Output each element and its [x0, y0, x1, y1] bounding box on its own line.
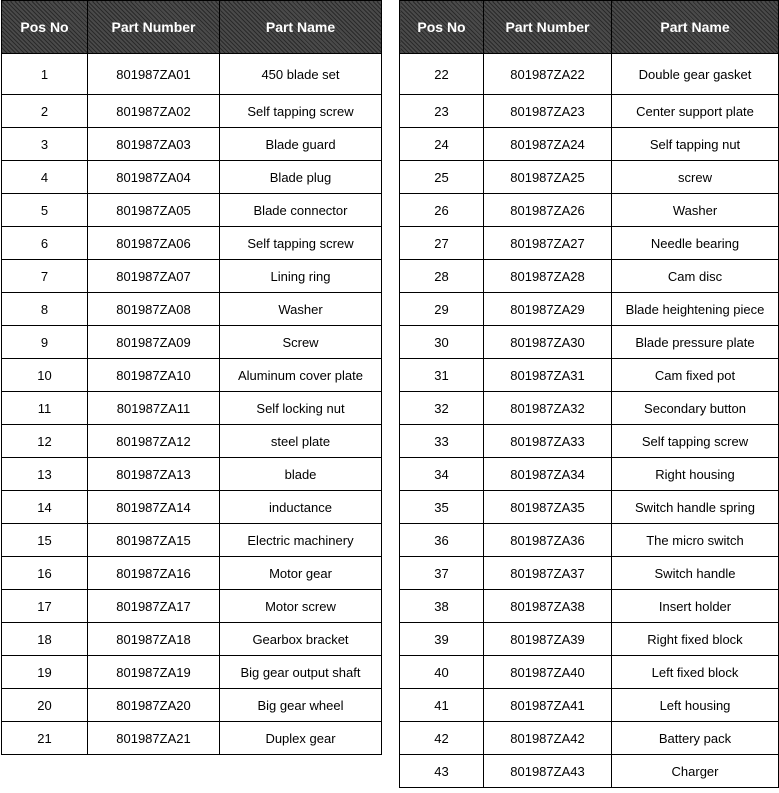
cell-part-name: Motor screw	[220, 590, 382, 623]
cell-part-number: 801987ZA12	[88, 425, 220, 458]
cell-part-number: 801987ZA20	[88, 689, 220, 722]
header-row	[2, 1, 382, 54]
cell-part-name: Right fixed block	[612, 623, 779, 656]
table-row	[2, 689, 382, 722]
cell-part-name: Left fixed block	[612, 656, 779, 689]
cell-part-name: Cam fixed pot	[612, 359, 779, 392]
cell-part-name: Switch handle spring	[612, 491, 779, 524]
cell-pos-no: 21	[2, 722, 88, 755]
cell-part-number: 801987ZA15	[88, 524, 220, 557]
cell-part-name: inductance	[220, 491, 382, 524]
cell-part-name: Secondary button	[612, 392, 779, 425]
table-row	[400, 359, 779, 392]
table-row	[2, 326, 382, 359]
table-row	[400, 194, 779, 227]
cell-part-name: Blade heightening piece	[612, 293, 779, 326]
cell-part-number: 801987ZA42	[484, 722, 612, 755]
cell-part-name: Screw	[220, 326, 382, 359]
cell-part-number: 801987ZA07	[88, 260, 220, 293]
cell-pos-no: 42	[400, 722, 484, 755]
cell-pos-no: 34	[400, 458, 484, 491]
cell-part-number: 801987ZA28	[484, 260, 612, 293]
cell-pos-no: 2	[2, 95, 88, 128]
cell-part-name: Gearbox bracket	[220, 623, 382, 656]
cell-pos-no: 20	[2, 689, 88, 722]
cell-part-number: 801987ZA21	[88, 722, 220, 755]
cell-part-name: Needle bearing	[612, 227, 779, 260]
table-row	[2, 656, 382, 689]
cell-part-name: Self tapping screw	[220, 95, 382, 128]
table-row	[400, 95, 779, 128]
cell-pos-no: 19	[2, 656, 88, 689]
cell-pos-no: 37	[400, 557, 484, 590]
cell-pos-no: 8	[2, 293, 88, 326]
cell-part-number: 801987ZA25	[484, 161, 612, 194]
cell-part-name: Lining ring	[220, 260, 382, 293]
cell-part-name: Washer	[220, 293, 382, 326]
table-row	[2, 392, 382, 425]
cell-part-number: 801987ZA26	[484, 194, 612, 227]
cell-part-number: 801987ZA02	[88, 95, 220, 128]
table-row	[2, 161, 382, 194]
cell-part-name: steel plate	[220, 425, 382, 458]
cell-part-name: screw	[612, 161, 779, 194]
cell-part-name: Blade pressure plate	[612, 326, 779, 359]
cell-pos-no: 31	[400, 359, 484, 392]
table-row	[2, 491, 382, 524]
table-row	[400, 227, 779, 260]
cell-pos-no: 16	[2, 557, 88, 590]
cell-part-number: 801987ZA29	[484, 293, 612, 326]
cell-pos-no: 39	[400, 623, 484, 656]
cell-part-number: 801987ZA37	[484, 557, 612, 590]
table-row	[2, 458, 382, 491]
cell-part-number: 801987ZA03	[88, 128, 220, 161]
cell-part-number: 801987ZA05	[88, 194, 220, 227]
cell-pos-no: 28	[400, 260, 484, 293]
table-row	[2, 227, 382, 260]
table-row	[400, 557, 779, 590]
cell-pos-no: 22	[400, 54, 484, 95]
parts-table-right	[399, 0, 779, 788]
cell-part-number: 801987ZA33	[484, 425, 612, 458]
cell-pos-no: 12	[2, 425, 88, 458]
cell-part-number: 801987ZA13	[88, 458, 220, 491]
cell-pos-no: 40	[400, 656, 484, 689]
cell-pos-no: 18	[2, 623, 88, 656]
table-row	[2, 95, 382, 128]
table-row	[2, 722, 382, 755]
cell-part-number: 801987ZA19	[88, 656, 220, 689]
cell-part-number: 801987ZA35	[484, 491, 612, 524]
table-row	[400, 128, 779, 161]
table-row	[2, 128, 382, 161]
cell-pos-no: 30	[400, 326, 484, 359]
table-row	[400, 458, 779, 491]
cell-part-number: 801987ZA41	[484, 689, 612, 722]
cell-pos-no: 23	[400, 95, 484, 128]
parts-table-left	[1, 0, 382, 755]
table-row	[2, 623, 382, 656]
cell-part-number: 801987ZA43	[484, 755, 612, 788]
table-row	[2, 260, 382, 293]
cell-pos-no: 43	[400, 755, 484, 788]
table-row	[400, 392, 779, 425]
cell-pos-no: 29	[400, 293, 484, 326]
cell-part-number: 801987ZA24	[484, 128, 612, 161]
table-row	[2, 557, 382, 590]
parts-table-left-body	[2, 54, 382, 755]
cell-part-name: Blade plug	[220, 161, 382, 194]
cell-part-name: Blade connector	[220, 194, 382, 227]
cell-pos-no: 11	[2, 392, 88, 425]
cell-pos-no: 17	[2, 590, 88, 623]
parts-table-right-body	[400, 54, 779, 788]
header-pos-no: Pos No	[400, 1, 484, 54]
cell-pos-no: 3	[2, 128, 88, 161]
cell-part-name: Left housing	[612, 689, 779, 722]
cell-part-number: 801987ZA39	[484, 623, 612, 656]
cell-part-number: 801987ZA27	[484, 227, 612, 260]
table-row	[400, 656, 779, 689]
cell-pos-no: 1	[2, 54, 88, 95]
cell-part-number: 801987ZA36	[484, 524, 612, 557]
cell-pos-no: 33	[400, 425, 484, 458]
cell-part-name: Self locking nut	[220, 392, 382, 425]
header-part-name: Part Name	[612, 1, 779, 54]
cell-part-name: Washer	[612, 194, 779, 227]
cell-part-name: Big gear output shaft	[220, 656, 382, 689]
cell-part-number: 801987ZA31	[484, 359, 612, 392]
cell-pos-no: 5	[2, 194, 88, 227]
table-row	[2, 293, 382, 326]
table-row	[400, 293, 779, 326]
cell-part-number: 801987ZA14	[88, 491, 220, 524]
cell-part-name: The micro switch	[612, 524, 779, 557]
table-row	[2, 590, 382, 623]
cell-part-number: 801987ZA04	[88, 161, 220, 194]
cell-part-name: Switch handle	[612, 557, 779, 590]
cell-part-number: 801987ZA17	[88, 590, 220, 623]
cell-part-name: Double gear gasket	[612, 54, 779, 95]
header-pos-no: Pos No	[2, 1, 88, 54]
cell-part-name: Self tapping screw	[612, 425, 779, 458]
cell-part-name: Blade guard	[220, 128, 382, 161]
table-row	[400, 491, 779, 524]
table-row	[400, 54, 779, 95]
table-row	[2, 425, 382, 458]
cell-part-name: Self tapping nut	[612, 128, 779, 161]
cell-pos-no: 36	[400, 524, 484, 557]
cell-pos-no: 6	[2, 227, 88, 260]
table-row	[400, 161, 779, 194]
cell-pos-no: 24	[400, 128, 484, 161]
table-row	[2, 194, 382, 227]
cell-part-number: 801987ZA16	[88, 557, 220, 590]
cell-part-name: Charger	[612, 755, 779, 788]
cell-pos-no: 35	[400, 491, 484, 524]
cell-part-name: Self tapping screw	[220, 227, 382, 260]
header-row	[400, 1, 779, 54]
cell-part-name: Cam disc	[612, 260, 779, 293]
cell-part-number: 801987ZA01	[88, 54, 220, 95]
cell-part-name: Insert holder	[612, 590, 779, 623]
cell-pos-no: 38	[400, 590, 484, 623]
cell-part-number: 801987ZA08	[88, 293, 220, 326]
cell-part-name: Electric machinery	[220, 524, 382, 557]
table-row	[2, 524, 382, 557]
table-row	[400, 755, 779, 788]
table-row	[400, 425, 779, 458]
table-row	[400, 590, 779, 623]
cell-pos-no: 9	[2, 326, 88, 359]
table-row	[400, 689, 779, 722]
table-row	[2, 54, 382, 95]
cell-part-number: 801987ZA23	[484, 95, 612, 128]
cell-part-number: 801987ZA34	[484, 458, 612, 491]
cell-part-name: Center support plate	[612, 95, 779, 128]
cell-part-number: 801987ZA38	[484, 590, 612, 623]
cell-part-number: 801987ZA11	[88, 392, 220, 425]
cell-pos-no: 27	[400, 227, 484, 260]
table-row	[400, 524, 779, 557]
table-row	[400, 326, 779, 359]
cell-pos-no: 7	[2, 260, 88, 293]
cell-part-name: 450 blade set	[220, 54, 382, 95]
table-row	[400, 722, 779, 755]
header-part-number: Part Number	[484, 1, 612, 54]
cell-part-name: blade	[220, 458, 382, 491]
cell-pos-no: 26	[400, 194, 484, 227]
cell-pos-no: 14	[2, 491, 88, 524]
cell-part-number: 801987ZA40	[484, 656, 612, 689]
cell-pos-no: 41	[400, 689, 484, 722]
cell-part-number: 801987ZA22	[484, 54, 612, 95]
header-part-name: Part Name	[220, 1, 382, 54]
cell-pos-no: 13	[2, 458, 88, 491]
cell-part-number: 801987ZA32	[484, 392, 612, 425]
cell-part-name: Motor gear	[220, 557, 382, 590]
table-row	[2, 359, 382, 392]
cell-part-number: 801987ZA09	[88, 326, 220, 359]
cell-part-name: Right housing	[612, 458, 779, 491]
table-row	[400, 623, 779, 656]
cell-pos-no: 10	[2, 359, 88, 392]
cell-part-name: Big gear wheel	[220, 689, 382, 722]
cell-part-name: Duplex gear	[220, 722, 382, 755]
cell-part-name: Battery pack	[612, 722, 779, 755]
cell-part-number: 801987ZA18	[88, 623, 220, 656]
cell-pos-no: 32	[400, 392, 484, 425]
header-part-number: Part Number	[88, 1, 220, 54]
table-row	[400, 260, 779, 293]
cell-part-number: 801987ZA30	[484, 326, 612, 359]
cell-part-name: Aluminum cover plate	[220, 359, 382, 392]
cell-part-number: 801987ZA06	[88, 227, 220, 260]
cell-pos-no: 25	[400, 161, 484, 194]
cell-pos-no: 15	[2, 524, 88, 557]
cell-pos-no: 4	[2, 161, 88, 194]
cell-part-number: 801987ZA10	[88, 359, 220, 392]
